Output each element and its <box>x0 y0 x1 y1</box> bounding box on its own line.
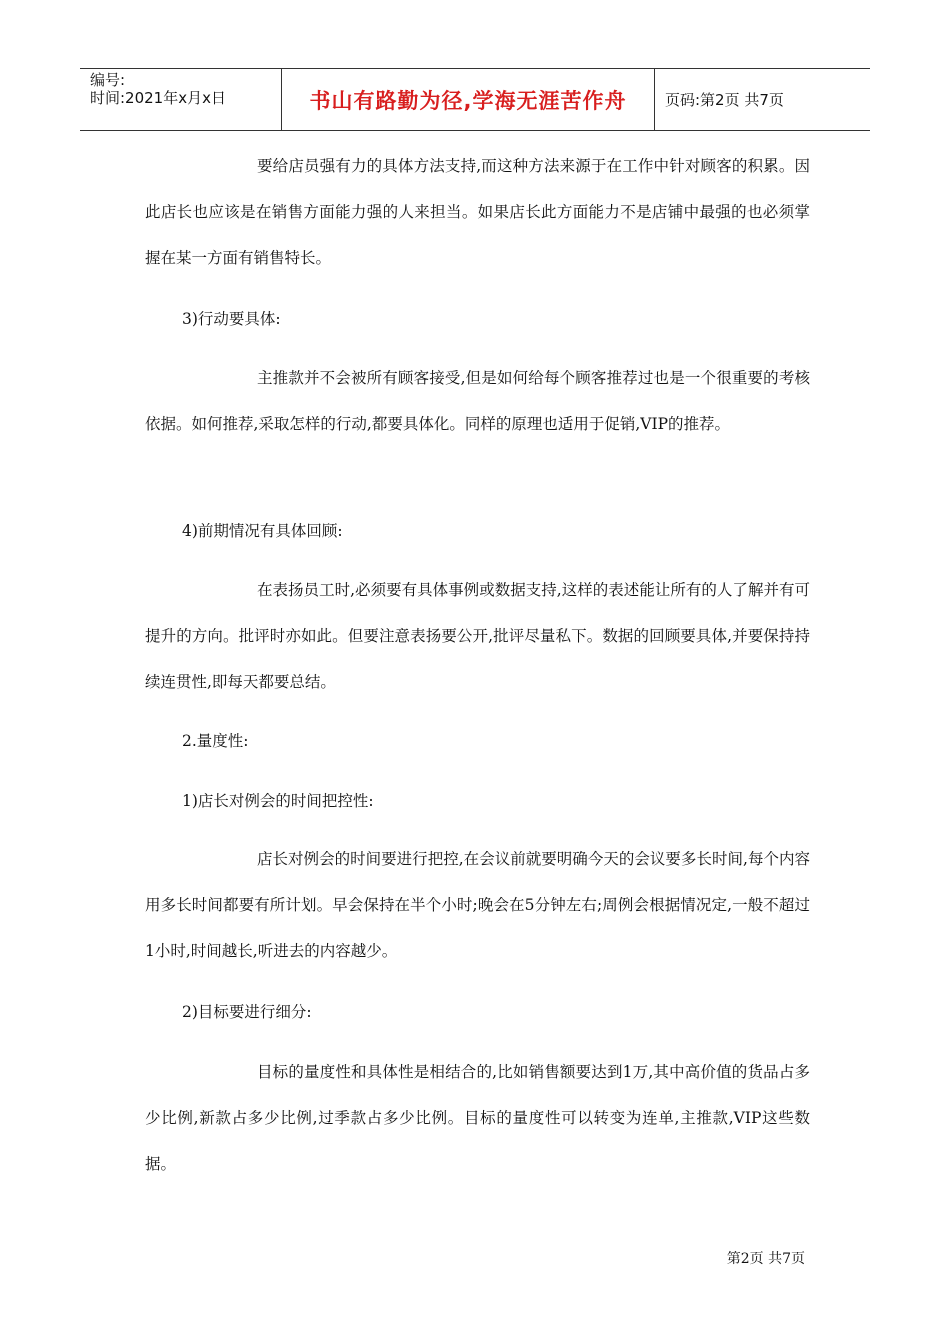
header-table <box>80 68 870 131</box>
page-label-cell <box>655 69 870 130</box>
paragraph-4: 店长对例会的时间要进行把控,在会议前就要明确今天的会议要多长时间,每个内容用多长时间都要有所计划。早会保持在半个小时;晚会在5分钟左右;周例会根据情况定,一般不超过1小时,时间越长,听进去的内容越少。 <box>145 850 810 960</box>
heading-measurability: 2.量度性: <box>182 732 249 750</box>
heading-target-breakdown: 2)目标要进行细分: <box>182 1003 312 1021</box>
motto-cell <box>282 69 655 130</box>
paragraph-3: 在表扬员工时,必须要有具体事例或数据支持,这样的表述能让所有的人了解并有可提升的方向。批评时亦如此。但要注意表扬要公开,批评尽量私下。数据的回顾要具体,并要保持持续连贯性,即每天都要总结。 <box>145 581 810 691</box>
heading-previous-review: 4)前期情况有具体回顾: <box>182 522 343 540</box>
page-label: 页码:第2页 共7页 <box>665 91 784 109</box>
paragraph-5: 目标的量度性和具体性是相结合的,比如销售额要达到1万,其中高价值的货品占多少比例,新款占多少比例,过季款占多少比例。目标的量度性可以转变为连单,主推款,VIP这些数据。 <box>145 1063 810 1173</box>
header-meta-cell <box>80 69 282 130</box>
time-label: 时间:2021年x月x日 <box>90 89 226 107</box>
number-label: 编号: <box>90 71 126 89</box>
heading-action-specific: 3)行动要具体: <box>182 310 281 328</box>
paragraph-2: 主推款并不会被所有顾客接受,但是如何给每个顾客推荐过也是一个很重要的考核依据。如何推荐,采取怎样的行动,都要具体化。同样的原理也适用于促销,VIP的推荐。 <box>145 369 810 433</box>
heading-meeting-time: 1)店长对例会的时间把控性: <box>182 792 374 810</box>
footer-page-number: 第2页 共7页 <box>726 1251 805 1267</box>
motto-text: 书山有路勤为径,学海无涯苦作舟 <box>309 88 627 113</box>
paragraph-1: 要给店员强有力的具体方法支持,而这种方法来源于在工作中针对顾客的积累。因此店长也应该是在销售方面能力强的人来担当。如果店长此方面能力不是店铺中最强的也必须掌握在某一方面有销售特长。 <box>145 157 810 267</box>
